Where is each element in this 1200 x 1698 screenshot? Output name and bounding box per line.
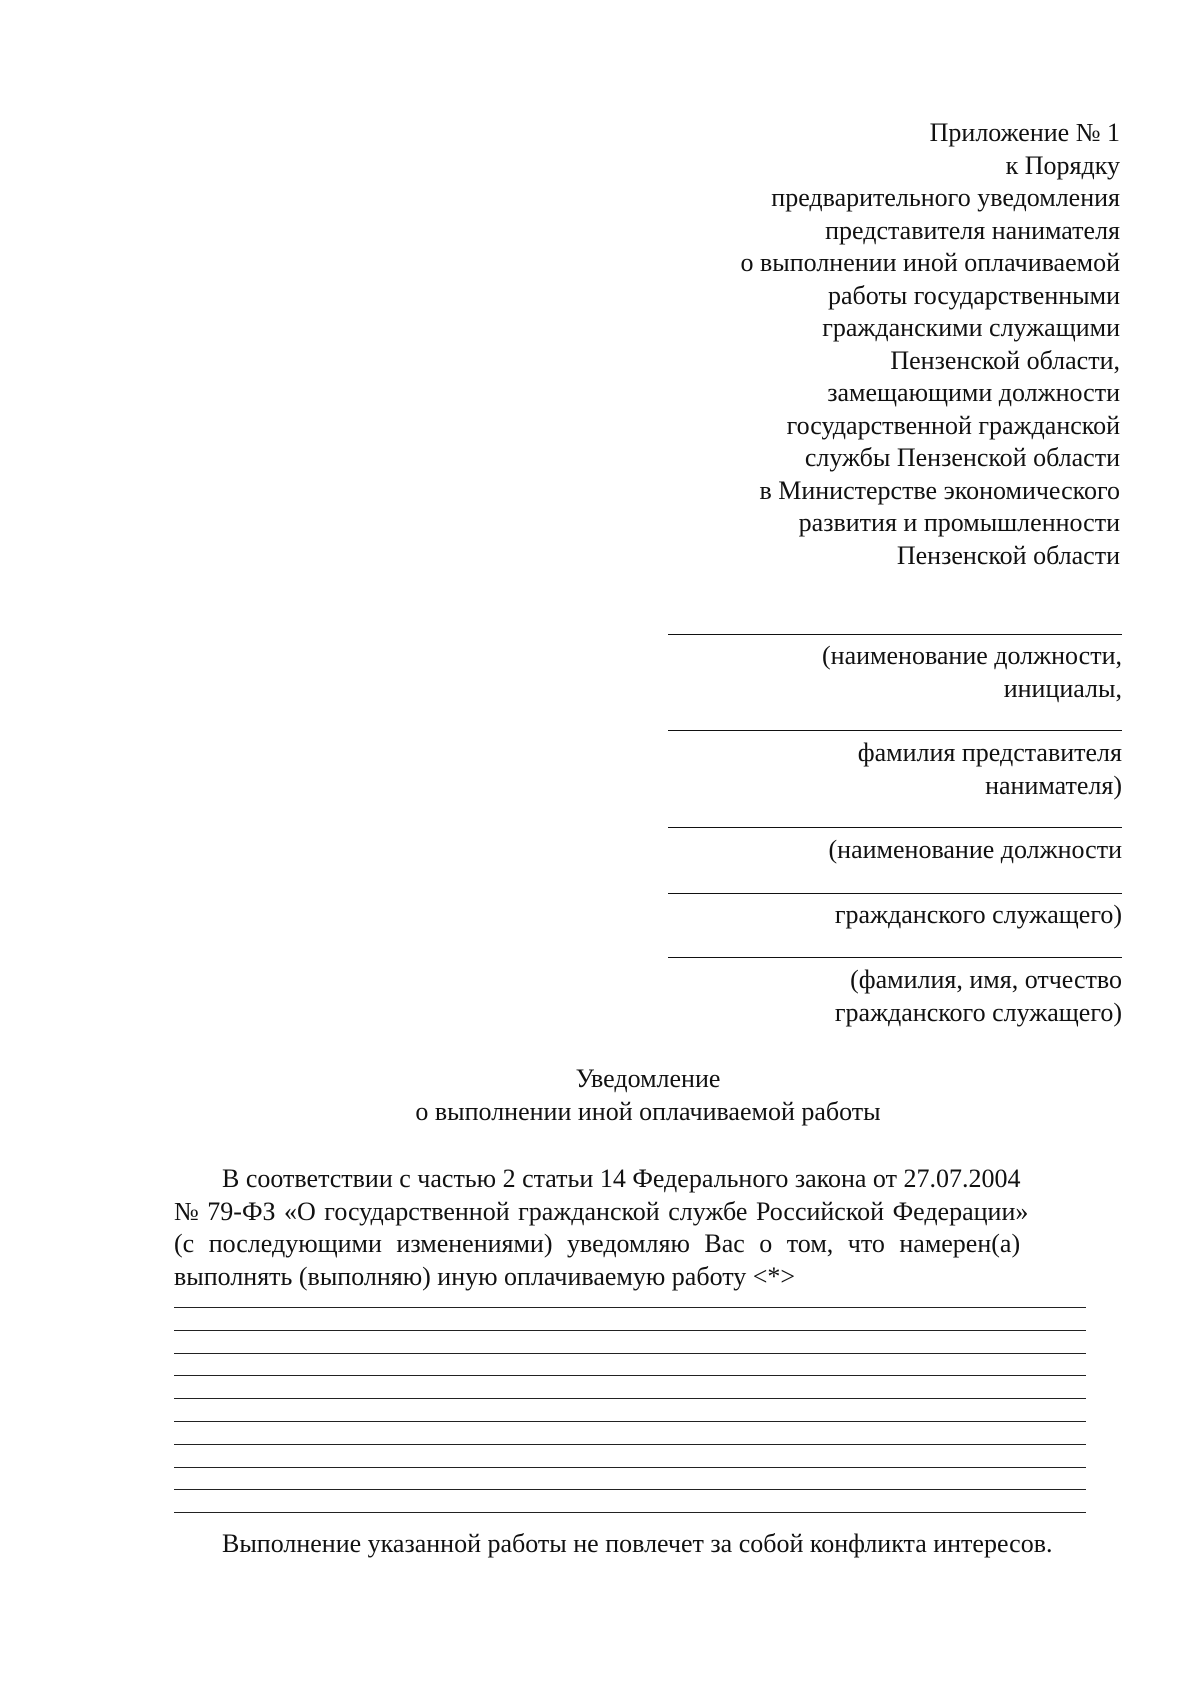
notice-subtitle: о выполнении иной оплачиваемой работы [415, 1097, 881, 1126]
body-line: выполнять (выполняю) иную оплачиваемую работу <*> [174, 1261, 796, 1291]
appendix-line: предварительного уведомления [771, 183, 1120, 212]
answer-line[interactable] [174, 1375, 1086, 1376]
field-caption: гражданского служащего) [834, 900, 1122, 929]
appendix-line: представителя нанимателя [825, 215, 1120, 245]
appendix-line: развития и промышленности [798, 508, 1120, 537]
answer-line[interactable] [174, 1421, 1086, 1422]
notice-title: Уведомление [575, 1064, 721, 1093]
field-caption: гражданского служащего) [834, 998, 1122, 1027]
field-caption: нанимателя) [985, 771, 1122, 800]
closing-statement: Выполнение указанной работы не повлечет за собой конфликта интересов. [222, 1529, 1053, 1558]
body-line: В соответствии с частью 2 статьи 14 Федерального закона от 27.07.2004 [222, 1164, 1021, 1193]
field-caption: (фамилия, имя, отчество [850, 965, 1122, 994]
answer-line[interactable] [174, 1489, 1086, 1490]
appendix-line: замещающими должности [827, 378, 1120, 407]
notice-body [174, 1163, 1122, 1293]
employer-position-field[interactable] [668, 634, 1122, 635]
field-caption: фамилия представителя [857, 738, 1122, 767]
answer-line[interactable] [174, 1307, 1086, 1308]
field-caption: инициалы, [1003, 674, 1122, 703]
answer-line[interactable] [174, 1398, 1086, 1399]
appendix-header [600, 117, 1120, 572]
answer-line[interactable] [174, 1444, 1086, 1445]
answer-line[interactable] [174, 1512, 1086, 1513]
notice-title-block [348, 1062, 948, 1128]
appendix-line: в Министерстве экономического [759, 475, 1120, 505]
answer-line[interactable] [174, 1467, 1086, 1468]
servant-position-field[interactable] [668, 827, 1122, 828]
appendix-line: службы Пензенской области [804, 443, 1120, 472]
servant-full-name-field[interactable] [668, 957, 1122, 958]
appendix-line: к Порядку [1005, 150, 1120, 180]
appendix-line: Пензенской области, [890, 345, 1120, 375]
servant-position-field-2[interactable] [668, 893, 1122, 894]
field-caption: (наименование должности, [822, 641, 1122, 670]
body-line: № 79-ФЗ «О государственной гражданской службе Российской Федерации» [174, 1196, 1029, 1226]
work-description-area[interactable] [174, 1307, 1086, 1535]
appendix-line: государственной гражданской [786, 410, 1120, 440]
appendix-line: Приложение № 1 [929, 118, 1120, 147]
body-line: (с последующими изменениями) уведомляю Вас о том, что намерен(а) [174, 1229, 1021, 1258]
appendix-line: о выполнении иной оплачиваемой [740, 248, 1120, 277]
answer-line[interactable] [174, 1330, 1086, 1331]
field-caption: (наименование должности [828, 835, 1122, 864]
appendix-line: работы государственными [828, 280, 1120, 310]
answer-line[interactable] [174, 1353, 1086, 1354]
appendix-line: Пензенской области [896, 540, 1120, 570]
appendix-line: гражданскими служащими [822, 313, 1120, 342]
employer-name-field[interactable] [668, 730, 1122, 731]
